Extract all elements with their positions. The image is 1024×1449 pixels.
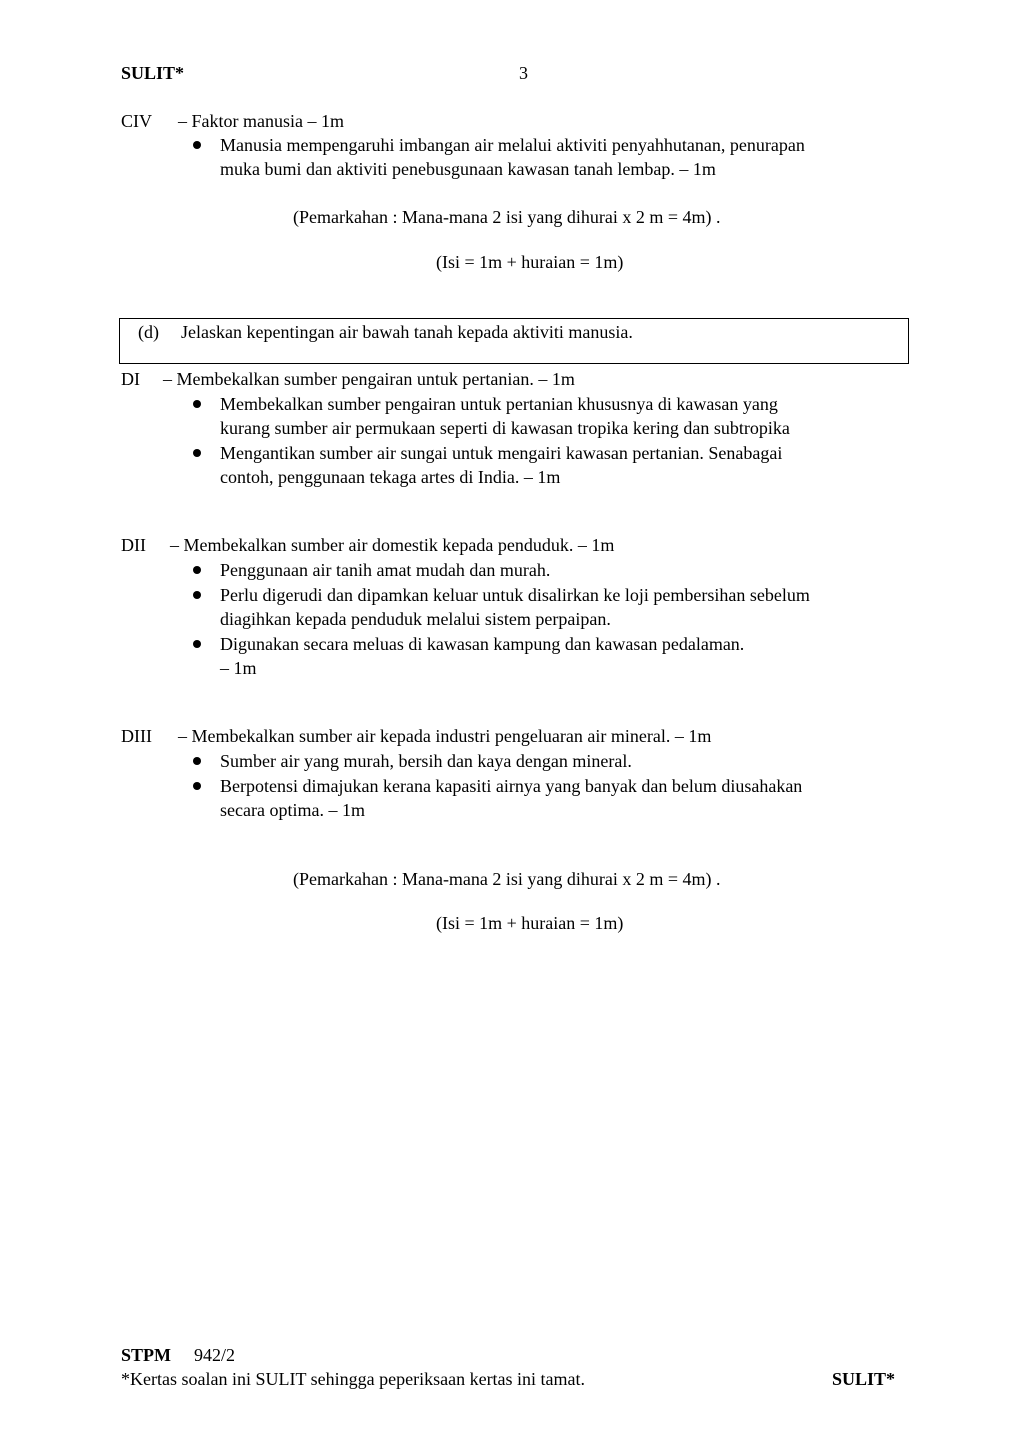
question-text: Jelaskan kepentingan air bawah tanah kepada aktiviti manusia. <box>181 322 633 342</box>
section-code-di: DI <box>121 369 140 389</box>
footer-exam-code: STPM <box>121 1345 172 1365</box>
section-heading-dii: – Membekalkan sumber air domestik kepada penduduk. – 1m <box>170 535 615 555</box>
section-heading-di: – Membekalkan sumber pengairan untuk pertanian. – 1m <box>163 369 575 389</box>
footer-note: *Kertas soalan ini SULIT sehingga peperiksaan kertas ini tamat. <box>121 1369 586 1389</box>
bullet-line: Perlu digerudi dan dipamkan keluar untuk disalirkan ke loji pembersihan sebelum <box>220 585 810 605</box>
footer-paper-number: 942/2 <box>194 1345 236 1365</box>
bullet-line: secara optima. – 1m <box>220 800 365 820</box>
marking-scheme-line: (Isi = 1m + huraian = 1m) <box>436 913 624 933</box>
bullet-line: Digunakan secara meluas di kawasan kampung dan kawasan pedalaman. <box>220 634 745 654</box>
bullet-line: Sumber air yang murah, bersih dan kaya dengan mineral. <box>220 751 632 771</box>
section-code-dii: DII <box>121 535 146 555</box>
bullet-line: Berpotensi dimajukan kerana kapasiti airnya yang banyak dan belum diusahakan <box>220 776 803 796</box>
marking-scheme-line: (Pemarkahan : Mana-mana 2 isi yang dihurai x 2 m = 4m) . <box>293 207 721 227</box>
footer-sulit-label: SULIT* <box>832 1369 896 1389</box>
header-sulit-label: SULIT* <box>121 63 185 83</box>
bullet-line: Manusia mempengaruhi imbangan air melalui aktiviti penyahhutanan, penurapan <box>220 135 805 155</box>
question-label: (d) <box>138 322 159 342</box>
bullet-line: muka bumi dan aktiviti penebusgunaan kawasan tanah lembap. – 1m <box>220 159 716 179</box>
bullet-line: Penggunaan air tanih amat mudah dan murah. <box>220 560 551 580</box>
marking-scheme-line: (Pemarkahan : Mana-mana 2 isi yang dihurai x 2 m = 4m) . <box>293 869 721 889</box>
bullet-icon <box>193 566 201 574</box>
section-code-diii: DIII <box>121 726 152 746</box>
bullet-icon <box>193 141 201 149</box>
section-heading-civ: – Faktor manusia – 1m <box>178 111 344 131</box>
section-heading-diii: – Membekalkan sumber air kepada industri pengeluaran air mineral. – 1m <box>178 726 712 746</box>
section-code-civ: CIV <box>121 111 152 131</box>
bullet-line: Mengantikan sumber air sungai untuk mengairi kawasan pertanian. Senabagai <box>220 443 783 463</box>
bullet-line: kurang sumber air permukaan seperti di kawasan tropika kering dan subtropika <box>220 418 790 438</box>
bullet-icon <box>193 640 201 648</box>
bullet-line: Membekalkan sumber pengairan untuk pertanian khususnya di kawasan yang <box>220 394 778 414</box>
page-number: 3 <box>519 63 528 83</box>
bullet-line: – 1m <box>220 658 257 678</box>
bullet-icon <box>193 782 201 790</box>
marking-scheme-line: (Isi = 1m + huraian = 1m) <box>436 252 624 272</box>
bullet-icon <box>193 449 201 457</box>
bullet-line: diagihkan kepada penduduk melalui sistem perpaipan. <box>220 609 611 629</box>
bullet-icon <box>193 591 201 599</box>
bullet-line: contoh, penggunaan tekaga artes di India. – 1m <box>220 467 561 487</box>
bullet-icon <box>193 757 201 765</box>
bullet-icon <box>193 400 201 408</box>
